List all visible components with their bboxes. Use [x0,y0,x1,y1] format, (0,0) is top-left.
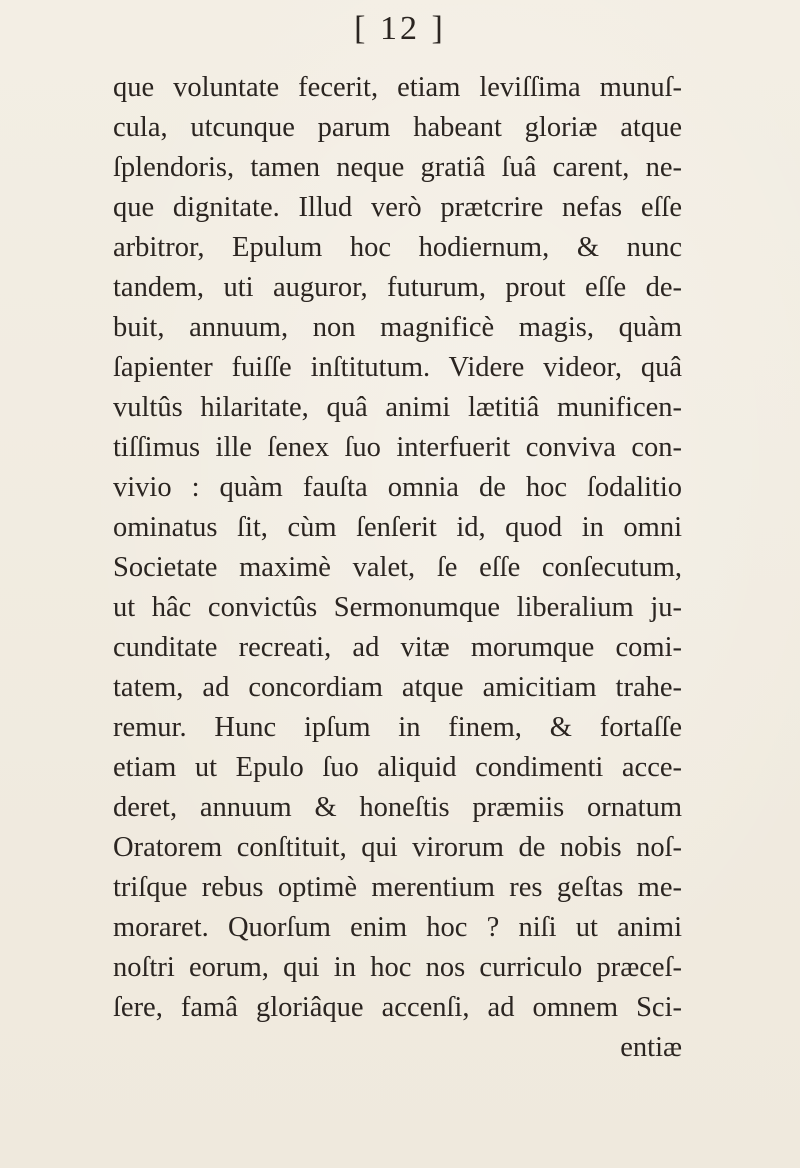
text-line: buit, annuum, non magnificè magis, quàm [113,312,682,343]
text-line: Oratorem conſtituit, qui virorum de nobis noſ- [113,832,682,863]
text-line: deret, annuum & honeſtis præmiis ornatum [113,792,682,823]
text-line: moraret. Quorſum enim hoc ? niſi ut animi [113,912,682,943]
text-line: noſtri eorum, qui in hoc nos curriculo præceſ- [113,952,682,983]
text-line: vultûs hilaritate, quâ animi lætitiâ munificen- [113,392,682,423]
text-line: ut hâc convictûs Sermonumque liberalium ju- [113,592,682,623]
text-line: que voluntate fecerit, etiam leviſſima munuſ- [113,72,682,103]
text-line: vivio : quàm fauſta omnia de hoc ſodalitio [113,472,682,503]
text-line: tandem, uti auguror, futurum, prout eſſe de- [113,272,682,303]
text-line: tiſſimus ille ſenex ſuo interfuerit conviva con- [113,432,682,463]
text-line: Societate maximè valet, ſe eſſe conſecutum, [113,552,682,583]
catchword: entiæ [620,1032,682,1063]
page-number: [ 12 ] [354,10,446,47]
text-line: remur. Hunc ipſum in finem, & fortaſſe [113,712,682,743]
text-line: ſapienter fuiſſe inſtitutum. Videre videor, quâ [113,352,682,383]
text-line: ſere, famâ gloriâque accenſi, ad omnem Sci- [113,992,682,1023]
text-line: ſplendoris, tamen neque gratiâ ſuâ carent, ne- [113,152,682,183]
text-line: cula, utcunque parum habeant gloriæ atque [113,112,682,143]
text-line: arbitror, Epulum hoc hodiernum, & nunc [113,232,682,263]
text-line: que dignitate. Illud verò prætcrire nefas eſſe [113,192,682,223]
text-line: triſque rebus optimè merentium res geſtas me- [113,872,682,903]
text-line: ominatus ſit, cùm ſenſerit id, quod in omni [113,512,682,543]
text-line: etiam ut Epulo ſuo aliquid condimenti acce- [113,752,682,783]
text-line: cunditate recreati, ad vitæ morumque comi- [113,632,682,663]
text-line: tatem, ad concordiam atque amicitiam trahe- [113,672,682,703]
